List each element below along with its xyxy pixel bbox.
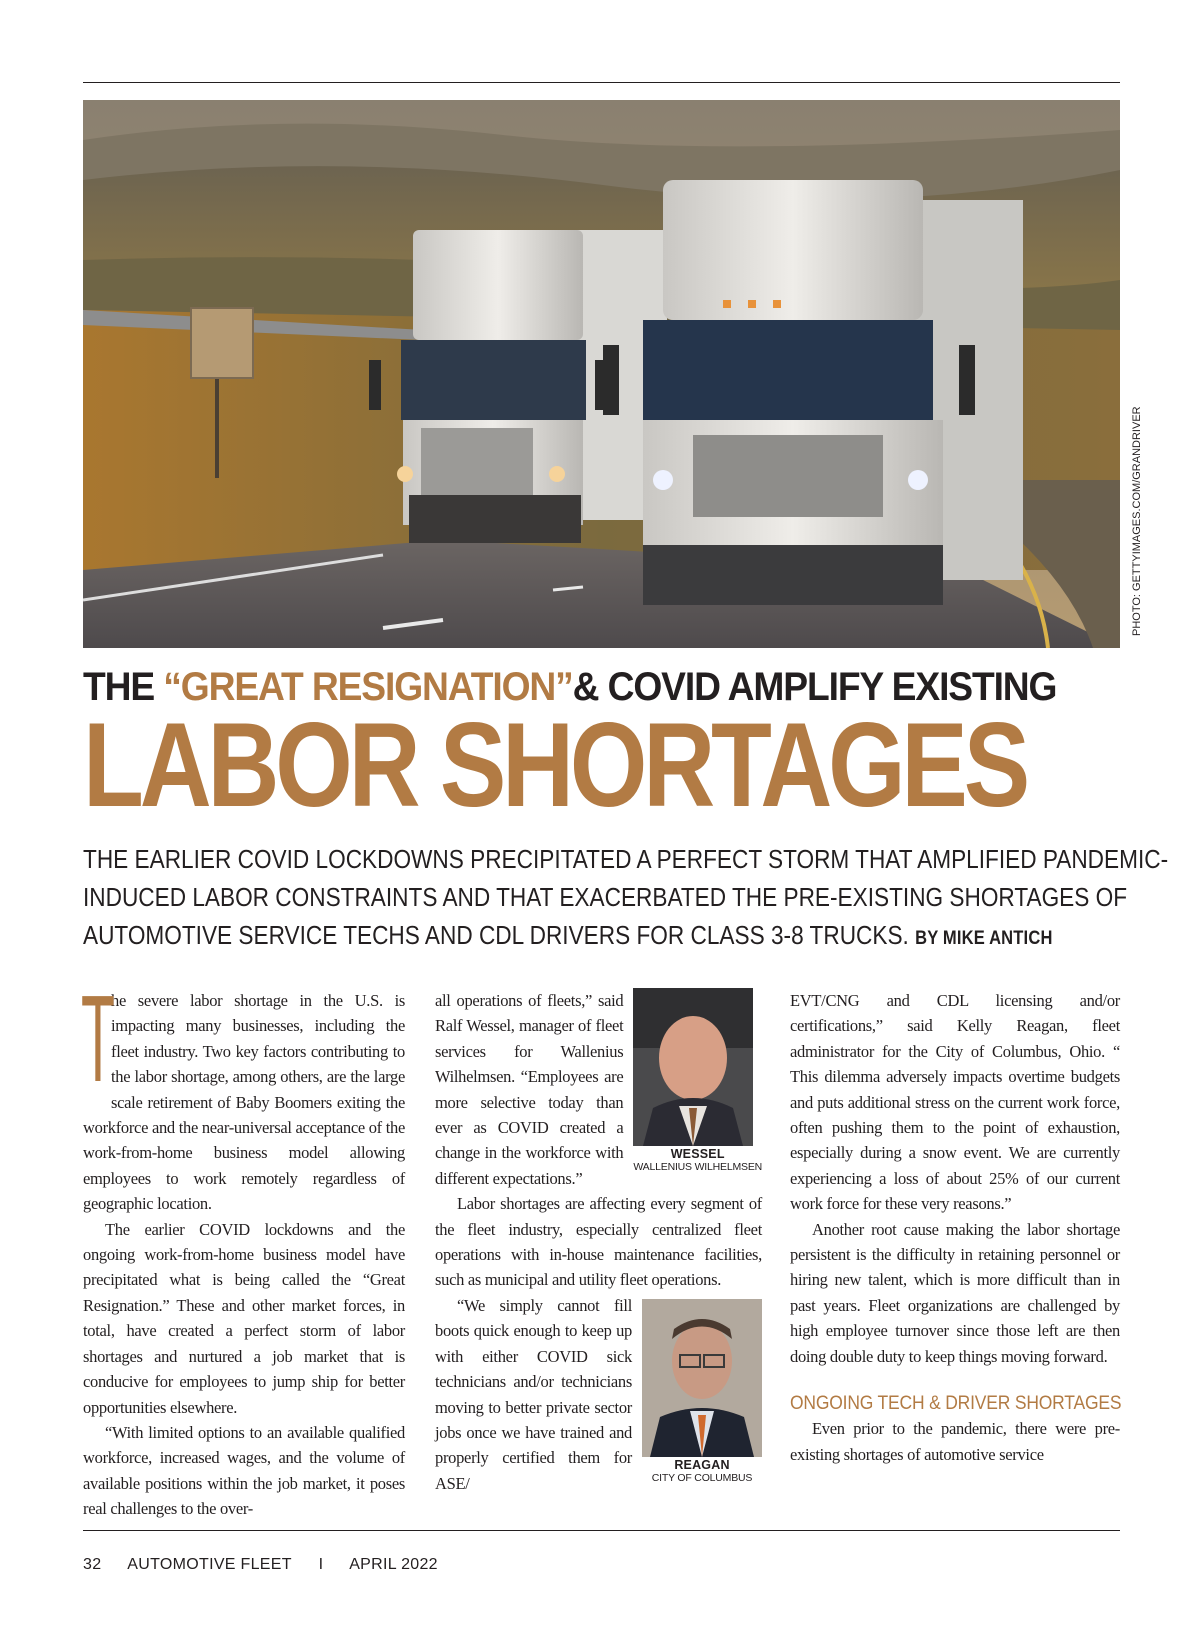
body-paragraph: Another root cause making the labor shortage persistent is the difficulty in retaining personnel or hiring new talent, which is more difficult than in past years. Fleet organizations are challenged by high employee turnover since those left are then doing double duty to keep things moving forward. — [790, 1219, 1120, 1366]
headline-suffix: & COVID AMPLIFY EXISTING — [572, 665, 1057, 709]
hero-photo — [83, 100, 1120, 648]
footer-separator: I — [318, 1556, 324, 1573]
drop-cap: T — [81, 971, 115, 1108]
body-paragraph: “We simply cannot fill boots quick enough to keep up with either COVID sick technicians and/or technicians moving to better private sector jobs once we have trained and properly certified them for ASE/ — [435, 1295, 632, 1493]
headline-quoted: “GREAT RESIGNATION” — [163, 665, 573, 709]
portrait-wessel — [633, 988, 762, 1173]
magazine-name: AUTOMOTIVE FLEET — [127, 1556, 292, 1573]
issue-date: APRIL 2022 — [349, 1556, 438, 1573]
body-column-1 — [81, 971, 405, 1522]
body-paragraph: all operations of fleets,” said Ralf Wessel, manager of fleet services for Wallenius Wilhelmsen. “Employees are more selective today than ever as COVID created a change in the workforce with different expectations.” — [435, 991, 624, 1188]
reagan-headshot-image — [642, 1299, 762, 1457]
dek-line-3 — [83, 916, 1127, 958]
photo-credit-text: PHOTO: GETTYIMAGES.COM/GRANDRIVER — [1131, 406, 1143, 636]
dek-line-3-text: AUTOMOTIVE SERVICE TECHS AND CDL DRIVERS FOR CLASS 3-8 TRUCKS. — [83, 920, 909, 950]
body-paragraph — [81, 971, 405, 1217]
headline-main: LABOR SHORTAGES — [83, 698, 1026, 832]
body-paragraph: Labor shortages are affecting every segment of the fleet industry, especially centralized fleet operations with in-house maintenance facilities, such as municipal and utility fleet operations. — [435, 1194, 762, 1290]
body-column-3 — [790, 988, 1120, 1467]
portrait-org: CITY OF COLUMBUS — [651, 1471, 753, 1484]
dek — [83, 840, 1169, 958]
section-subhead: ONGOING TECH & DRIVER SHORTAGES — [790, 1393, 1122, 1415]
portrait-org: WALLENIUS WILHELMSEN — [633, 1161, 762, 1173]
portrait-name: WESSEL — [670, 1147, 725, 1161]
byline: BY MIKE ANTICH — [915, 928, 1053, 949]
body-column-2 — [435, 988, 762, 1496]
dek-line-2: INDUCED LABOR CONSTRAINTS AND THAT EXACERBATED THE PRE-EXISTING SHORTAGES OF — [83, 882, 1128, 912]
bottom-rule — [83, 1530, 1120, 1531]
portrait-name: REAGAN — [674, 1457, 730, 1472]
headline-prefix: THE — [83, 665, 164, 709]
truck-photo-illustration — [83, 100, 1120, 648]
wessel-headshot-image — [633, 988, 753, 1146]
dek-line-1: THE EARLIER COVID LOCKDOWNS PRECIPITATED A PERFECT STORM THAT AMPLIFIED PANDEMIC- — [83, 844, 1169, 874]
top-rule — [83, 82, 1120, 83]
page-footer — [83, 1556, 460, 1574]
body-paragraph: The earlier COVID lockdowns and the ongoing work-from-home business model have precipitated what is being called the “Great Resignation.” These and other market forces, in total, have created a perfect storm of labor shortages and nurtured a job market that is conducive for employees to jump ship for better opportunities elsewhere. — [83, 1219, 405, 1417]
page-number: 32 — [83, 1556, 102, 1573]
body-paragraph: Even prior to the pandemic, there were pre-existing shortages of automotive service — [790, 1419, 1120, 1464]
col1-p1-text: he severe labor shortage in the U.S. is impacting many businesses, including the fleet industry. Two key factors contributing to the labor shortage, among others, are the large scale retirement of Baby Boomers exiting the workforce and the near-universal acceptance of the work-from-home business model allowing employees to work remotely regardless of geographic location. — [83, 991, 405, 1214]
portrait-reagan — [642, 1299, 762, 1484]
body-paragraph: EVT/CNG and CDL licensing and/or certifications,” said Kelly Reagan, fleet administrator for the City of Columbus, Ohio. “ This dilemma adversely impacts overtime budgets and puts additional stress on the current work force, often pushing them to the point of exhaustion, especially during a snow event. We are currently experiencing a loss of about 25% of our current work force for these very reasons.” — [790, 991, 1120, 1214]
photo-credit — [1131, 100, 1145, 648]
body-paragraph: “With limited options to an available qualified workforce, increased wages, and the volume of available positions within the job market, it poses real challenges to the over- — [83, 1422, 405, 1519]
